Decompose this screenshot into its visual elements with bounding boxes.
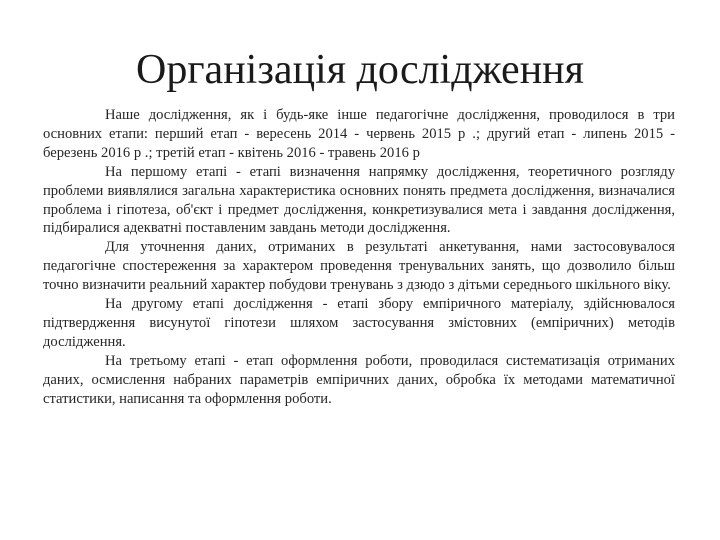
paragraph-third-stage: На третьому етапі - етап оформлення роботи, проводилася систематизація отриманих даних, осмислення набраних параметрів емпіричних даних, обробка їх методами математичної статистики, написання та оформлення роботи.	[43, 352, 675, 407]
slide-title: Організація дослідження	[136, 47, 584, 93]
paragraph-second-stage: На другому етапі дослідження - етапі збору емпіричного матеріалу, здійснювалося підтвердження висунутої гіпотези шляхом застосування змістовних (емпіричних) методів дослідження.	[43, 296, 675, 350]
slide-body	[43, 106, 675, 409]
paragraph-stages: Наше дослідження, як і будь-яке інше педагогічне дослідження, проводилося в три основних етапи: перший етап - вересень 2014 - червень 2015 р .; другий етап - липень 2015 - березень 2016 р .; третій етап - квітень 2016 - травень 2016 р	[43, 107, 675, 161]
paragraph-first-stage: На першому етапі - етапі визначення напрямку дослідження, теоретичного розгляду проблеми виявлялися загальна характеристика основних понять предмета дослідження, визначалися проблема і гіпотеза, об'єкт і предмет дослідження, конкретизувалися мета і завдання дослідження, підбиралися адекватні поставленим завдань методи дослідження.	[43, 163, 675, 237]
paragraph-observation: Для уточнення даних, отриманих в результаті анкетування, нами застосовувалося педагогічне спостереження за характером проведення тренувальних занять, що дозволило більш точно визначити реальний характер побудови тренувань з дзюдо з дітьми середнього шкільного віку.	[43, 239, 675, 294]
